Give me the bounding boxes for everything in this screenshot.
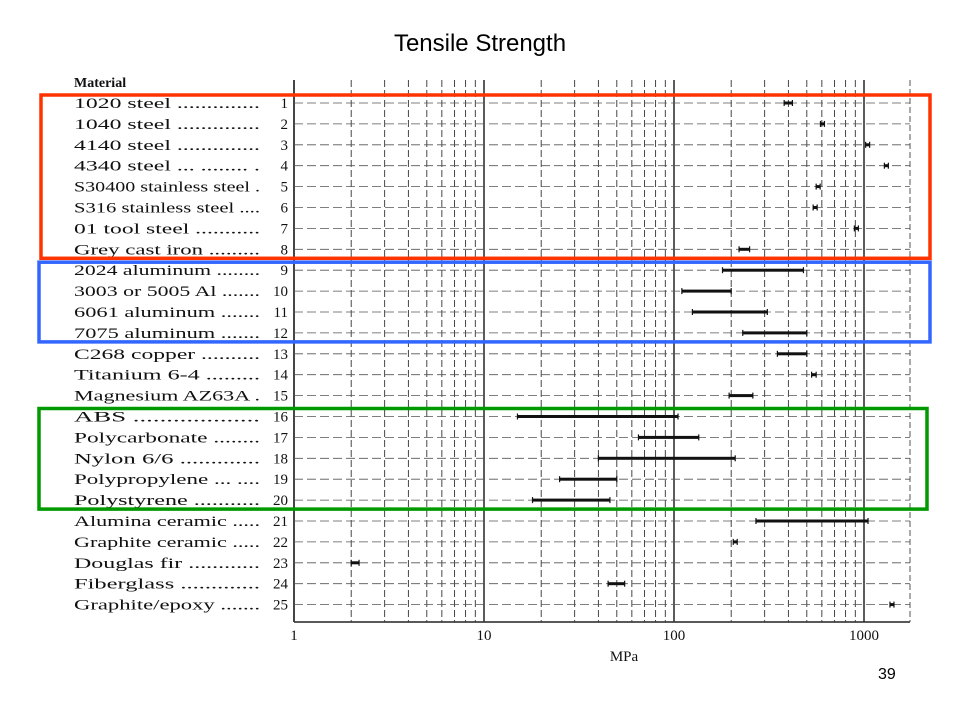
material-label: Alumina ceramic ..... [74,514,260,530]
material-number: 10 [273,284,288,301]
material-number: 15 [273,388,288,405]
material-label: 7075 aluminum ....... [74,325,260,342]
material-label: Graphite/epoxy ....... [74,597,260,614]
material-label: Titanium 6-4 ......... [74,367,260,384]
material-label: 4340 steel ... ........ . [74,158,260,175]
range-bar [756,520,868,523]
x-tick-label: 1 [290,628,298,644]
material-number: 16 [273,409,288,426]
range-bar [638,436,698,439]
range-bar [351,561,359,564]
material-number: 22 [273,534,288,551]
range-bar [784,102,792,105]
slide-title: Tensile Strength [393,30,567,57]
material-number: 23 [273,555,288,572]
material-number: 1 [280,96,288,112]
x-tick-label: 100 [662,628,686,644]
range-bar [743,331,807,334]
material-label: 01 tool steel ........... [74,221,260,238]
range-bar [723,269,804,272]
material-number: 17 [273,430,288,447]
material-label: Magnesium AZ63A . [74,388,260,405]
material-label: 3003 or 5005 Al ....... [74,284,260,301]
material-number: 5 [280,179,288,196]
material-number: 6 [280,200,288,217]
range-bar [777,352,806,355]
range-bar [739,248,750,251]
column-header: Material [74,76,127,91]
material-number: 21 [273,514,288,530]
material-label: Douglas fir ............ [74,555,260,572]
material-label: 6061 aluminum ....... [74,305,260,321]
material-label: Polycarbonate ........ [74,430,260,447]
material-label: Polypropylene ... .... [74,472,260,489]
material-number: 8 [280,242,288,259]
range-bar [560,478,617,481]
material-number: 13 [273,346,288,363]
page-number: 39 [878,666,896,683]
range-bar [729,394,753,397]
range-bar [682,290,731,293]
range-bar [812,373,817,376]
material-label: Polystyrene ........... [74,493,260,510]
material-number: 4 [280,158,288,175]
material-number: 24 [273,576,288,593]
material-label: Fiberglass ............. [74,576,260,593]
x-tick-label: 10 [476,628,492,644]
material-label: C268 copper .......... [74,346,260,363]
material-label: S316 stainless steel .... [74,200,260,217]
material-number: 20 [273,493,288,510]
material-number: 7 [280,221,288,238]
material-label: Graphite ceramic ..... [74,534,260,551]
range-bar [517,415,678,418]
range-bar [598,457,735,460]
material-number: 25 [273,597,288,614]
material-number: 3 [280,137,288,154]
x-tick-label: 1000 [849,628,879,644]
material-label: ABS ................... [74,409,260,426]
range-bar [692,311,767,314]
material-number: 9 [280,263,288,280]
material-label: Nylon 6/6 ............. [74,451,260,468]
range-bar [608,582,625,585]
material-label: S30400 stainless steel . [74,179,260,196]
material-number: 2 [280,116,288,133]
material-number: 19 [273,472,288,489]
material-number: 14 [273,367,288,384]
material-label: 1020 steel .............. [74,96,260,112]
material-label: 1040 steel .............. [74,116,260,133]
material-number: 12 [273,325,288,342]
material-label: 4140 steel .............. [74,137,260,154]
material-number: 18 [273,451,288,468]
material-label: Grey cast iron ......... [74,242,260,259]
range-bar [533,499,610,502]
material-label: 2024 aluminum ........ [74,263,260,280]
x-axis-label: MPa [609,649,639,665]
material-number: 11 [273,305,288,321]
